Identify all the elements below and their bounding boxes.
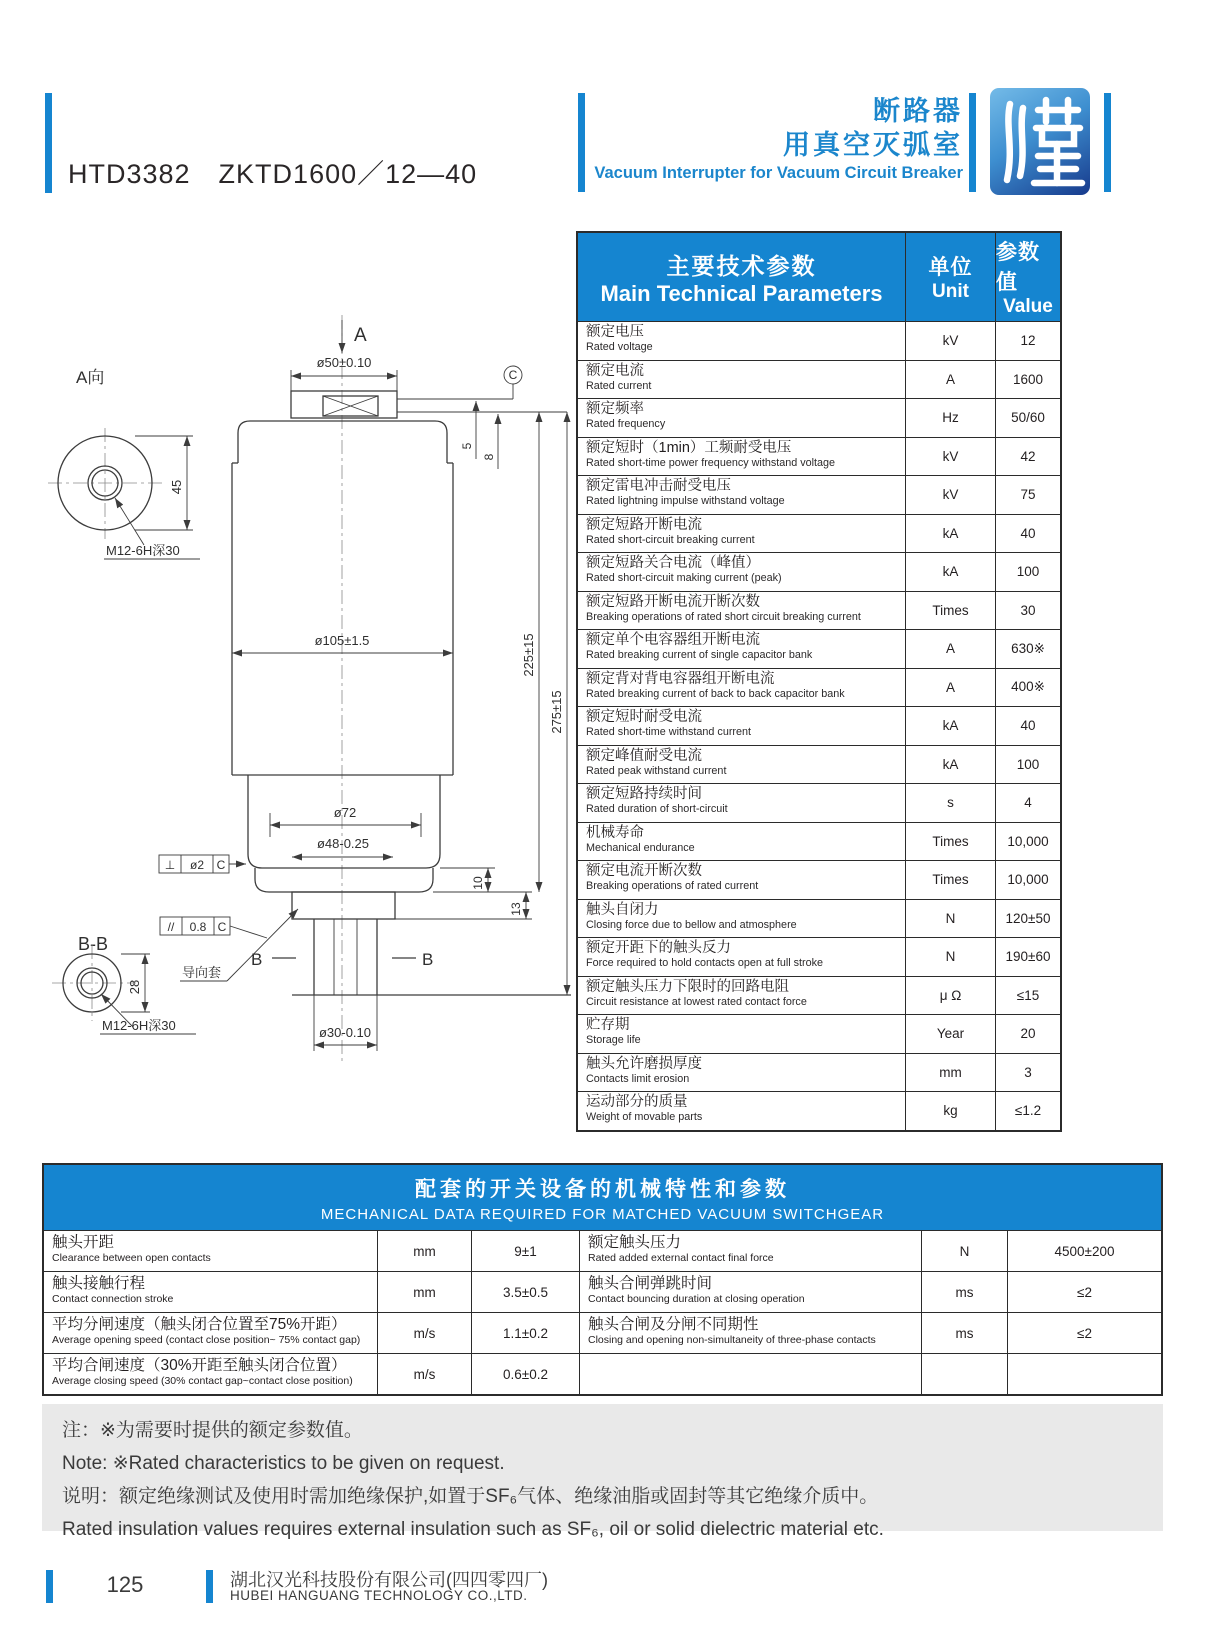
param-value: 100: [1016, 564, 1040, 580]
param-value: 10,000: [1007, 872, 1049, 888]
mech-unit: mm: [378, 1231, 472, 1271]
header-left-accent-bar: [45, 93, 52, 193]
table-row: [44, 1312, 1161, 1353]
table-row: [578, 1091, 1060, 1130]
param-unit: Hz: [906, 399, 996, 437]
table-row: [578, 899, 1060, 938]
dim-d30-label: ø30-0.10: [318, 1025, 372, 1040]
mech-unit: m/s: [378, 1354, 472, 1394]
param-value: 630※: [1011, 640, 1045, 656]
mech-param-en: Average closing speed (30% contact gap~contact close position): [52, 1375, 353, 1387]
gdt-par-datum: C: [217, 920, 227, 934]
table-row: [578, 475, 1060, 514]
param-unit: kg: [906, 1092, 996, 1130]
mech-unit: [922, 1354, 1008, 1394]
table-row: [578, 706, 1060, 745]
param-value: 75: [1020, 487, 1036, 503]
param-unit: Year: [906, 1015, 996, 1053]
param-value: ≤1.2: [1014, 1103, 1042, 1119]
header-value-cn: 参数值: [996, 241, 1040, 294]
mech-value: ≤2: [1077, 1325, 1092, 1341]
param-en: Rated peak withstand current: [586, 764, 727, 777]
dim-d50-label: ø50±0.10: [316, 355, 372, 370]
mech-unit: m/s: [378, 1313, 472, 1353]
param-value: 190±60: [1005, 949, 1051, 965]
mech-param-cn: 平均合闸速度（30%开距至触头闭合位置）: [52, 1357, 347, 1374]
param-cn: 机械寿命: [586, 824, 644, 841]
table-row: [44, 1230, 1161, 1271]
param-cn: 贮存期: [586, 1017, 630, 1033]
dim-5-label: 5: [460, 442, 474, 450]
gdt-par-symbol: //: [167, 920, 175, 934]
param-unit: s: [906, 784, 996, 822]
table-row: [578, 629, 1060, 668]
mech-param-cn: 触头合闸及分闸不同期性: [588, 1316, 759, 1333]
note-line-cn: 说明：额定绝缘测试及使用时需加绝缘保护,如置于SF₆气体、绝缘油脂或固封等其它绝缘介质中。: [62, 1486, 879, 1507]
product-title-block: [560, 94, 963, 184]
param-unit: N: [906, 938, 996, 976]
param-value: 50/60: [1011, 410, 1045, 426]
seal-glyph-icon: [990, 88, 1090, 195]
table-row: [578, 321, 1060, 360]
view-a-label: A向: [76, 368, 105, 387]
param-en: Breaking operations of rated current: [586, 880, 759, 892]
gdt-perpendicularity-frame: [159, 855, 246, 873]
param-cn: 额定短时耐受电流: [586, 709, 702, 725]
table-row: [578, 360, 1060, 399]
param-unit: kA: [906, 515, 996, 553]
dim-275-label: 275±15: [549, 690, 564, 734]
header-unit-cn: 单位: [928, 256, 973, 279]
dim-225-label: 225±15: [521, 633, 536, 677]
mech-value: 1.1±0.2: [472, 1313, 580, 1353]
footer-page-bar: [46, 1570, 53, 1603]
mech-param-cn: 触头开距: [52, 1234, 115, 1251]
param-value: 400※: [1011, 679, 1045, 695]
view-bb-label: B-B: [78, 934, 109, 954]
param-value: 40: [1020, 718, 1036, 734]
main-parameters-table: [576, 231, 1062, 1132]
view-bb-group: [52, 934, 196, 1034]
param-value: 10,000: [1007, 833, 1049, 849]
table-row: [578, 398, 1060, 437]
table-row: [578, 514, 1060, 553]
gdt-parallelism-frame: [160, 917, 267, 938]
param-cn: 额定短路开断电流开断次数: [586, 593, 760, 610]
param-value: 3: [1024, 1064, 1032, 1080]
product-title-cn-2: 用真空灭弧室: [783, 130, 963, 160]
mech-value: [1008, 1354, 1161, 1394]
mech-value: 3.5±0.5: [472, 1272, 580, 1312]
mech-param-en: Contact connection stroke: [52, 1293, 174, 1305]
param-unit: kA: [906, 553, 996, 591]
mech-table-header: [44, 1165, 1161, 1230]
page-title: HTD3382 ZKTD1600／12—40: [68, 159, 478, 189]
param-value: 30: [1020, 602, 1036, 618]
param-cn: 运动部分的质量: [586, 1094, 688, 1110]
thread-spec-b-label: M12-6H深30: [102, 1018, 176, 1033]
mech-param-cn: 触头合闸弹跳时间: [588, 1275, 713, 1292]
product-title-cn-1: 断路器: [873, 96, 963, 126]
header-right-accent-bar: [1104, 93, 1111, 192]
dim-d105-label: ø105±1.5: [314, 633, 370, 648]
param-en: Rated short-circuit making current (peak): [586, 572, 782, 584]
param-unit: kV: [906, 438, 996, 476]
page-number: 125: [106, 1572, 144, 1597]
mech-value: 4500±200: [1054, 1243, 1115, 1259]
param-value: 4: [1024, 795, 1032, 811]
table-row: [578, 976, 1060, 1015]
param-en: Rated duration of short-circuit: [586, 803, 728, 815]
mech-value: 9±1: [472, 1231, 580, 1271]
table-row: [578, 822, 1060, 861]
company-name-cn: 湖北汉光科技股份有限公司(四四零四厂): [230, 1570, 548, 1590]
gdt-par-tolerance: 0.8: [189, 920, 207, 934]
param-unit: N: [906, 900, 996, 938]
param-cn: 额定单个电容器组开断电流: [586, 632, 760, 648]
mechanical-data-table: [42, 1163, 1163, 1396]
param-value: 1600: [1012, 371, 1044, 387]
mech-param-cn: 触头接触行程: [52, 1275, 146, 1292]
mech-unit: ms: [922, 1313, 1008, 1353]
header-param-en: Main Technical Parameters: [600, 280, 883, 306]
header-param-cn: 主要技术参数: [666, 252, 817, 279]
footer-company-bar: [206, 1570, 213, 1603]
param-cn: 额定短时（1min）工频耐受电压: [586, 439, 792, 456]
dim-13-label: 13: [509, 902, 523, 916]
mech-unit: mm: [378, 1272, 472, 1312]
param-unit: Times: [906, 592, 996, 630]
mech-value: 0.6±0.2: [472, 1354, 580, 1394]
dimensional-drawing: [40, 215, 564, 1115]
table-row: [578, 437, 1060, 476]
dim-10-label: 10: [471, 876, 485, 890]
table-row: [578, 860, 1060, 899]
param-unit: Times: [906, 823, 996, 861]
param-en: Rated breaking current of single capacitor bank: [586, 649, 813, 661]
param-unit: kA: [906, 707, 996, 745]
thread-spec-a-label: M12-6H深30: [106, 543, 180, 558]
param-cn: 触头自闭力: [586, 901, 659, 918]
param-cn: 额定短路关合电流（峰值）: [586, 555, 760, 571]
param-cn: 额定雷电冲击耐受电压: [586, 478, 731, 494]
param-unit: mm: [906, 1054, 996, 1092]
notes-block: [42, 1404, 1163, 1540]
dim-28-label: 28: [127, 979, 142, 995]
table-row: [578, 552, 1060, 591]
param-en: Rated voltage: [586, 341, 653, 353]
header-cell-value: [996, 233, 1060, 321]
table-row: [578, 1014, 1060, 1053]
param-cn: 额定短路开断电流: [586, 516, 702, 533]
param-value: 12: [1020, 333, 1036, 349]
param-cn: 额定开距下的触头反力: [586, 940, 731, 956]
mech-value: ≤2: [1077, 1284, 1092, 1300]
param-en: Force required to hold contacts open at full stroke: [586, 957, 824, 969]
header-value-en: Value: [1003, 296, 1053, 317]
section-b-right-label: B: [422, 950, 434, 969]
table-row: [44, 1353, 1161, 1394]
param-en: Rated short-time withstand current: [586, 726, 752, 738]
gdt-perp-symbol: ⊥: [164, 858, 176, 872]
mech-param-en: Clearance between open contacts: [52, 1252, 211, 1264]
param-cn: 额定触头压力下限时的回路电阻: [586, 978, 789, 995]
gdt-perp-datum: C: [216, 858, 226, 872]
param-en: Rated lightning impulse withstand voltage: [586, 495, 785, 507]
param-cn: 额定频率: [586, 401, 644, 417]
param-en: Storage life: [586, 1034, 641, 1046]
param-value: 20: [1020, 1026, 1036, 1042]
section-b-left-label: B: [251, 950, 263, 969]
table-row: [578, 783, 1060, 822]
dim-45-label: 45: [169, 479, 184, 495]
company-seal-logo: [990, 88, 1090, 195]
param-en: Circuit resistance at lowest rated contact force: [586, 995, 807, 1008]
company-name-en: HUBEI HANGUANG TECHNOLOGY CO.,LTD.: [230, 1588, 528, 1603]
param-en: Rated current: [586, 379, 652, 392]
product-title-en: Vacuum Interrupter for Vacuum Circuit Breaker: [594, 164, 963, 182]
table-row: [578, 591, 1060, 630]
param-unit: A: [906, 361, 996, 399]
mech-title-en: MECHANICAL DATA REQUIRED FOR MATCHED VACUUM SWITCHGEAR: [320, 1205, 885, 1223]
header-unit-en: Unit: [932, 281, 969, 302]
header-logo-left-bar: [969, 93, 976, 192]
header-cell-parameters: [578, 233, 906, 321]
param-unit: kV: [906, 476, 996, 514]
mech-unit: ms: [922, 1272, 1008, 1312]
mech-unit: N: [922, 1231, 1008, 1271]
note-line-en: Note: ※Rated characteristics to be given on request.: [62, 1453, 505, 1474]
param-en: Closing force due to bellow and atmosphere: [586, 918, 797, 931]
front-view-group: [159, 315, 571, 1063]
param-cn: 额定背对背电容器组开断电流: [586, 670, 775, 687]
param-cn: 额定电流开断次数: [586, 863, 702, 879]
mech-param-cn: 平均分闸速度（触头闭合位置至75%开距）: [52, 1316, 347, 1333]
mech-title-cn: 配套的开关设备的机械特性和参数: [415, 1177, 790, 1201]
dim-d72-label: ø72: [333, 805, 357, 820]
guide-sleeve-label: 导向套: [182, 965, 222, 980]
param-en: Weight of movable parts: [586, 1111, 703, 1123]
table-row: [578, 668, 1060, 707]
param-en: Contacts limit erosion: [586, 1072, 690, 1085]
table-row: [578, 745, 1060, 784]
param-en: Rated frequency: [586, 418, 666, 430]
dim-8-label: 8: [482, 453, 496, 461]
datum-c-label: C: [508, 368, 518, 382]
param-unit: A: [906, 669, 996, 707]
param-value: 100: [1016, 756, 1040, 772]
param-value: 40: [1020, 525, 1036, 541]
dim-d48-label: ø48-0.25: [316, 836, 370, 851]
mech-param-en: Average opening speed (contact close position~ 75% contact gap): [52, 1334, 361, 1346]
section-a-arrow-label: A: [354, 325, 367, 346]
view-a-group: [48, 368, 200, 559]
param-value: 120±50: [1005, 910, 1051, 926]
note-line-cn: 注：※为需要时提供的额定参数值。: [62, 1420, 363, 1441]
table-row: [578, 937, 1060, 976]
param-unit: Times: [906, 861, 996, 899]
param-unit: kA: [906, 746, 996, 784]
param-en: Rated short-time power frequency withstand voltage: [586, 456, 836, 469]
param-en: Mechanical endurance: [586, 841, 695, 854]
param-cn: 额定短路持续时间: [586, 786, 702, 802]
gdt-perp-tolerance: ø2: [189, 858, 205, 872]
param-en: Breaking operations of rated short circuit breaking current: [586, 610, 861, 623]
table-row: [44, 1271, 1161, 1312]
param-en: Rated short-circuit breaking current: [586, 533, 755, 546]
param-cn: 触头允许磨损厚度: [586, 1055, 702, 1072]
param-unit: A: [906, 630, 996, 668]
param-cn: 额定电压: [586, 324, 644, 340]
note-line-en: Rated insulation values requires external insulation such as SF₆, oil or solid dielectric material etc.: [62, 1519, 884, 1540]
param-value: 42: [1020, 448, 1036, 464]
mech-param-en: Contact bouncing duration at closing operation: [588, 1293, 805, 1305]
param-cn: 额定电流: [586, 362, 644, 379]
param-cn: 额定峰值耐受电流: [586, 747, 702, 764]
mech-param-cn: 额定触头压力: [588, 1234, 682, 1251]
param-en: Rated breaking current of back to back capacitor bank: [586, 687, 845, 700]
param-unit: kV: [906, 322, 996, 360]
mech-param-en: Rated added external contact final force: [588, 1252, 774, 1264]
param-value: ≤15: [1016, 987, 1040, 1003]
mech-param-en: Closing and opening non-simultaneity of three-phase contacts: [588, 1334, 876, 1346]
main-table-header: [578, 233, 1060, 321]
header-cell-unit: [906, 233, 996, 321]
table-row: [578, 1053, 1060, 1092]
param-unit: μ Ω: [906, 977, 996, 1015]
